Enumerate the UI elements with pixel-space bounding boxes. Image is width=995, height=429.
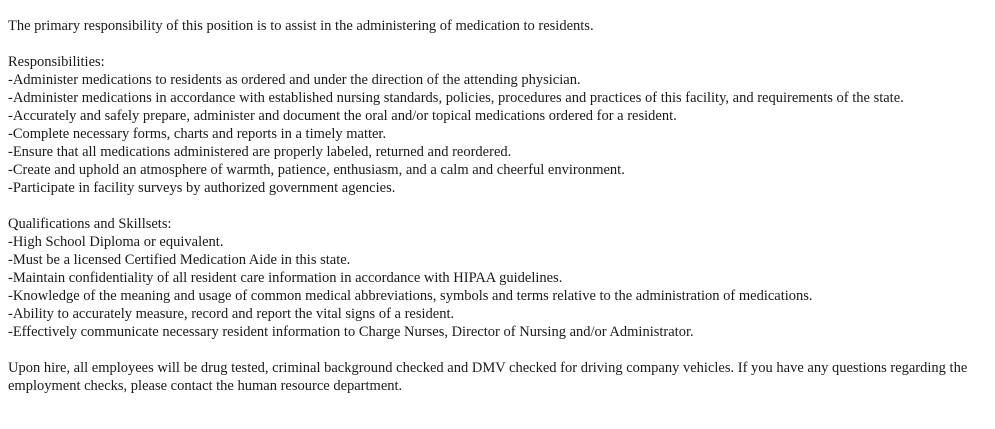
closing-text: Upon hire, all employees will be drug tested, criminal background checked and DMV checked for driving company vehicles. If you have any questions regarding the employment checks, please contact the human resource department. bbox=[8, 360, 968, 394]
qualification-item: -Must be a licensed Certified Medication Aide in this state. bbox=[8, 252, 351, 268]
intro-text: The primary responsibility of this position is to assist in the administering of medication to residents. bbox=[8, 18, 594, 34]
spacer bbox=[8, 341, 988, 359]
qualification-item: -Maintain confidentiality of all resident care information in accordance with HIPAA guidelines. bbox=[8, 270, 563, 286]
qualification-item: -Knowledge of the meaning and usage of common medical abbreviations, symbols and terms relative to the administration of medications. bbox=[8, 288, 813, 304]
responsibility-item: -Participate in facility surveys by authorized government agencies. bbox=[8, 180, 396, 196]
qualifications-heading: Qualifications and Skillsets: bbox=[8, 216, 172, 232]
spacer bbox=[8, 35, 988, 53]
spacer bbox=[8, 197, 988, 215]
job-description bbox=[8, 17, 988, 395]
responsibility-item: -Accurately and safely prepare, administer and document the oral and/or topical medications ordered for a resident. bbox=[8, 108, 677, 124]
qualification-item: -Effectively communicate necessary resident information to Charge Nurses, Director of Nursing and/or Administrator. bbox=[8, 324, 694, 340]
qualification-item: -Ability to accurately measure, record and report the vital signs of a resident. bbox=[8, 306, 455, 322]
responsibilities-section bbox=[8, 53, 988, 197]
responsibility-item: -Administer medications in accordance with established nursing standards, policies, procedures and practices of this facility, and requirements of the state. bbox=[8, 90, 904, 106]
responsibility-item: -Administer medications to residents as ordered and under the direction of the attending physician. bbox=[8, 72, 581, 88]
qualifications-section bbox=[8, 215, 988, 341]
responsibility-item: -Create and uphold an atmosphere of warmth, patience, enthusiasm, and a calm and cheerful environment. bbox=[8, 162, 625, 178]
responsibility-item: -Ensure that all medications administered are properly labeled, returned and reordered. bbox=[8, 144, 512, 160]
responsibility-item: -Complete necessary forms, charts and reports in a timely matter. bbox=[8, 126, 387, 142]
responsibilities-heading: Responsibilities: bbox=[8, 54, 105, 70]
qualification-item: -High School Diploma or equivalent. bbox=[8, 234, 224, 250]
